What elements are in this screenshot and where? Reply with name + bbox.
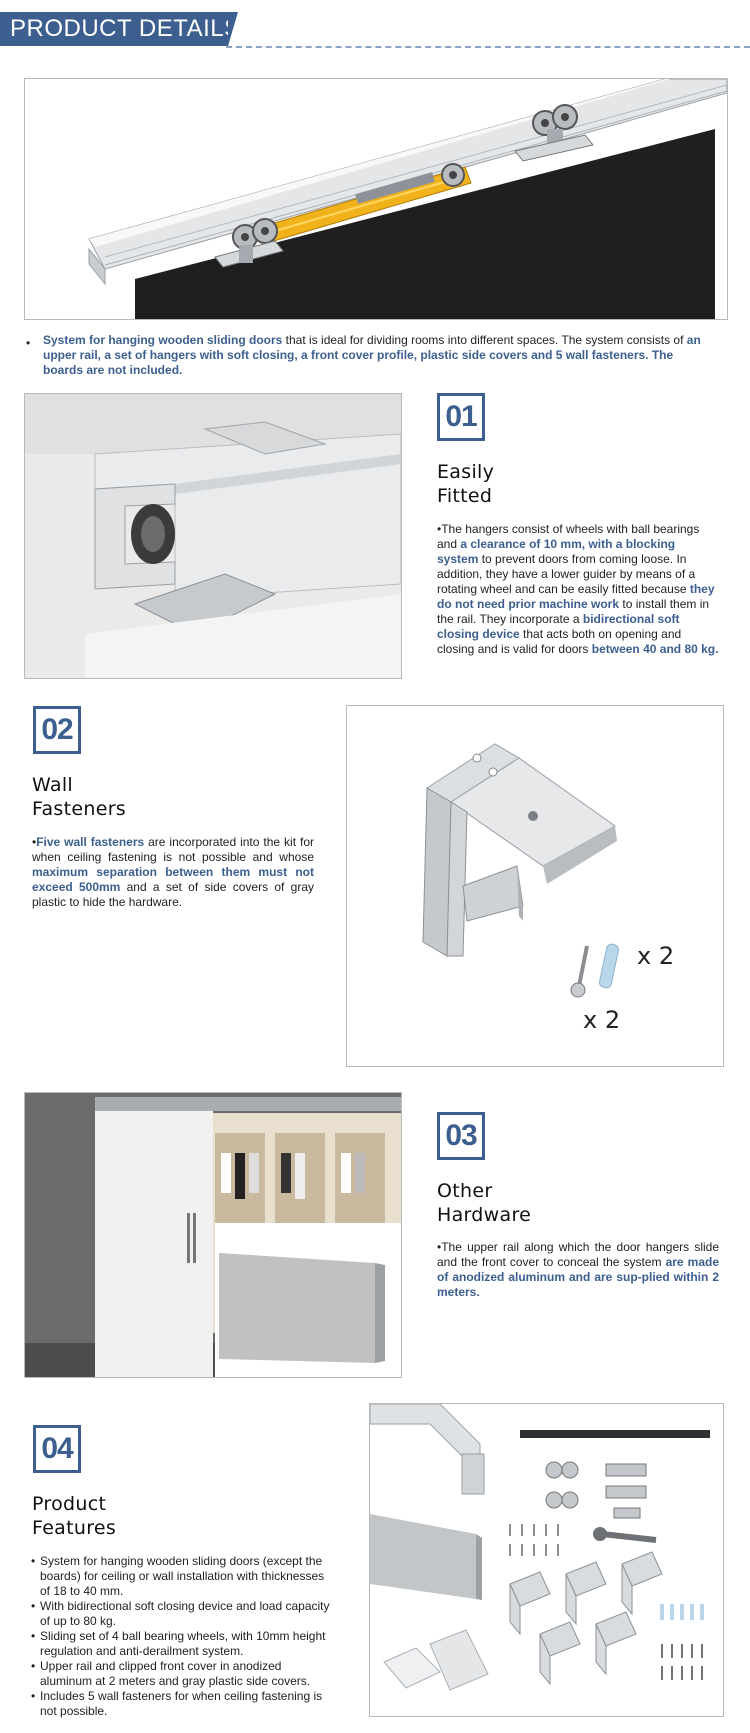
s1-highlight-2: they do not need prior machine work	[437, 582, 715, 611]
s3-highlight-1: are made of anodized aluminum and are sup-plied within 2 meters.	[437, 1255, 719, 1299]
s1-text-1: The hangers consist of wheels with ball bearings and	[437, 522, 700, 551]
s1-text-3: to install them in the rail. They incorporate a	[437, 597, 710, 626]
bullet: •	[437, 522, 442, 536]
s1-highlight-4: between 40 and 80 kg.	[591, 642, 719, 656]
section-number-03: 03	[437, 1112, 485, 1160]
intro-text-1: that is ideal for dividing rooms into different spaces. The system consists of	[282, 333, 687, 347]
section2-paragraph	[32, 835, 314, 910]
easily-fitted-image	[24, 393, 402, 679]
kit-contents-image	[369, 1403, 724, 1717]
header-dashed-divider	[226, 46, 750, 48]
feature-item: • System for hanging wooden sliding doors (except the boards) for ceiling or wall installation with thicknesses of 18 to 40 mm.	[31, 1554, 331, 1599]
intro-highlight-1: System for hanging wooden sliding doors	[43, 333, 283, 347]
section-title-easily-fitted	[437, 460, 494, 508]
s2-text-2: and a set of side covers of gray plastic to hide the hardware.	[32, 880, 314, 909]
intro-bullet: •	[26, 336, 31, 350]
section-title-line2: Fitted	[437, 485, 493, 507]
s2-highlight-1: Five wall fasteners	[36, 835, 145, 849]
plug-quantity-label: x 2	[583, 1006, 621, 1034]
section-number-02: 02	[33, 706, 81, 754]
sliding-door-room-illustration	[25, 1093, 401, 1377]
bullet: •	[32, 835, 37, 849]
section-title-product-features	[32, 1492, 116, 1540]
rail-illustration	[25, 79, 727, 319]
feature-item: • Upper rail and clipped front cover in anodized aluminum at 2 meters and gray plastic side covers.	[31, 1659, 331, 1689]
page-title: PRODUCT DETAILS	[10, 15, 241, 42]
screw-quantity-label: x 2	[637, 942, 675, 970]
s1-text-4: that acts both on opening and closing and is valid for doors	[437, 627, 682, 656]
section-title-line1: Wall	[32, 774, 73, 796]
section-title-line1: Product	[32, 1493, 107, 1515]
page-header	[0, 12, 241, 46]
s1-highlight-1: a clearance of 10 mm, with a blocking system	[437, 537, 676, 566]
s2-text-1: are incorporated into the kit for when ceiling fastening is not possible and whose	[32, 835, 314, 864]
section-title-other-hardware	[437, 1179, 531, 1227]
other-hardware-image	[24, 1092, 402, 1378]
section-title-line1: Easily	[437, 461, 495, 483]
section1-paragraph	[437, 522, 719, 657]
header-tab-corner	[228, 12, 238, 46]
intro-highlight-2: an upper rail, a set of hangers with soft closing, a front cover profile, plastic side covers and 5 wall fasteners. The boards are not included.	[43, 333, 701, 377]
kit-parts-illustration	[370, 1404, 723, 1716]
section-number-01: 01	[437, 393, 485, 441]
intro-paragraph	[43, 333, 715, 378]
section3-paragraph	[437, 1240, 719, 1300]
section-title-line2: Fasteners	[32, 798, 127, 820]
wall-bracket-illustration	[347, 706, 723, 1066]
s1-highlight-3: bidirectional soft closing device	[437, 612, 680, 641]
feature-item: • Sliding set of 4 ball bearing wheels, with 10mm height regulation and anti-derailment system.	[31, 1629, 331, 1659]
section-title-line2: Hardware	[437, 1204, 532, 1226]
section-title-line1: Other	[437, 1180, 493, 1202]
feature-item: • Includes 5 wall fasteners for when ceiling fastening is not possible.	[31, 1689, 331, 1719]
feature-item: • With bidirectional soft closing device and load capacity of up to 80 kg.	[31, 1599, 331, 1629]
feature-list	[31, 1554, 331, 1719]
wall-fastener-image	[346, 705, 724, 1067]
s3-text-1: The upper rail along which the door hangers slide and the front cover to conceal the system	[437, 1240, 719, 1269]
hanger-closeup-illustration	[25, 394, 401, 678]
bullet: •	[437, 1240, 442, 1254]
section-title-line2: Features	[32, 1517, 117, 1539]
section-title-wall-fasteners	[32, 773, 126, 821]
s2-highlight-2: maximum separation between them must not exceed 500mm	[32, 865, 314, 894]
section-number-04: 04	[33, 1425, 81, 1473]
hero-rail-image	[24, 78, 728, 320]
s1-text-2: to prevent doors from coming loose. In addition, they have a lower guider by means of a rotating wheel and can be easily fitted because	[437, 552, 696, 596]
